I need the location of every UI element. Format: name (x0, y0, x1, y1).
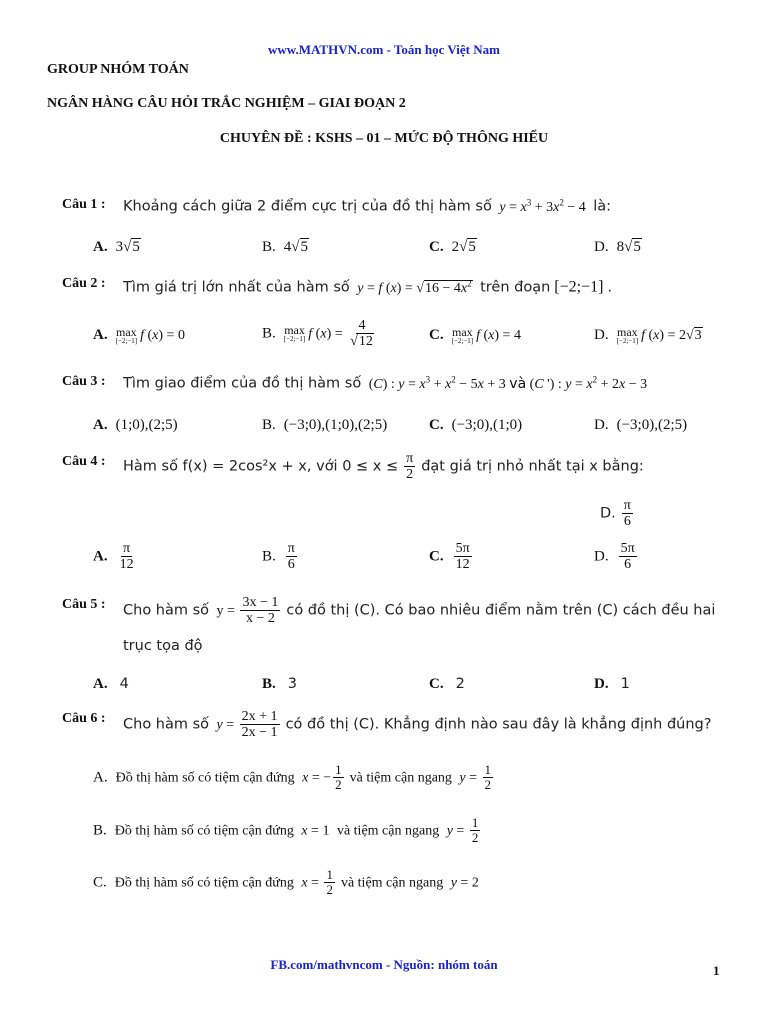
question-6-formula: y = (216, 717, 238, 733)
question-1-after: là: (593, 198, 612, 215)
option-6c[interactable]: C. Đồ thị hàm số có tiệm cận đứng x = $\frac{1}{2}$ và tiệm cận ngang y = 2 (93, 867, 479, 898)
question-5-text-after: có đồ thị (C). Có bao nhiêu điểm nằm trên (C) cách đều hai (286, 602, 716, 619)
option-2a[interactable]: A. max [−2;−1] f (x) = 0 (93, 325, 185, 345)
question-2-interval: [−2;−1] (554, 278, 604, 296)
option-letter: B. (262, 325, 276, 342)
question-6-label: Câu 6 : (62, 711, 106, 726)
option-1c[interactable]: C. 2√5 (429, 239, 476, 255)
option-3d[interactable]: D. (−3;0),(2;5) (594, 417, 688, 433)
question-2-after: . (607, 279, 613, 296)
option-5b[interactable]: B. 3 (262, 676, 297, 692)
option-letter: C. (429, 417, 444, 433)
question-1-text: Khoảng cách giữa 2 điểm cực trị của đồ thị hàm số (123, 198, 492, 215)
question-3-label: Câu 3 : (62, 374, 106, 389)
question-2-text: Tìm giá trị lớn nhất của hàm số (123, 279, 350, 296)
question-3-stem (123, 374, 647, 393)
option-letter: C. (429, 676, 444, 692)
option-5c[interactable]: C. 2 (429, 676, 465, 692)
option-letter: A. (93, 769, 108, 786)
question-6-stem (123, 709, 711, 741)
question-3-text: Tìm giao điểm của đồ thị hàm số (123, 375, 362, 392)
option-letter: B. (262, 417, 276, 433)
option-letter: A. (93, 676, 108, 692)
option-letter: D. (594, 239, 609, 255)
page-number: 1 (713, 963, 720, 978)
option-letter: B. (262, 239, 276, 255)
question-5-stem (123, 595, 715, 627)
option-4a[interactable]: A. $\frac{\pi}{12}$ (93, 541, 134, 573)
option-2c[interactable]: C. max [−2;−1] f (x) = 4 (429, 325, 521, 345)
option-letter: D. (594, 417, 609, 433)
option-3b[interactable]: B. (−3;0),(1;0),(2;5) (262, 417, 388, 433)
question-4-text-after: đạt giá trị nhỏ nhất tại x bằng: (421, 458, 644, 475)
bank-title: NGÂN HÀNG CÂU HỎI TRẮC NGHIỆM – GIAI ĐOẠN 2 (47, 96, 406, 111)
option-1d[interactable]: D. 8√5 (594, 239, 641, 255)
option-6b[interactable]: B. Đồ thị hàm số có tiệm cận đứng x = 1 và tiệm cận ngang y = $\frac{1}{2}$ (93, 815, 479, 846)
question-4-label: Câu 4 : (62, 454, 106, 469)
question-6-text-after: có đồ thị (C). Khẳng định nào sau đây là khẳng định đúng? (285, 716, 712, 733)
question-2-label: Câu 2 : (62, 276, 106, 291)
option-4d[interactable]: D. $\frac{5\pi}{6}$ (594, 541, 635, 573)
question-1-label: Câu 1 : (62, 197, 106, 212)
question-5-formula: y = (213, 603, 239, 619)
question-4-stray-option: D. $\frac{\pi}{6}$ (600, 498, 631, 530)
option-letter: A. (93, 417, 108, 433)
footer-source[interactable]: FB.com/mathvncom - Nguồn: nhóm toán (270, 957, 498, 972)
header-link[interactable]: www.MATHVN.com - Toán học Việt Nam (268, 42, 500, 57)
question-6-text-before: Cho hàm số (123, 716, 210, 733)
question-2-middle: trên đoạn (480, 279, 551, 296)
question-4-text-before: Hàm số f(x) = 2cos²x + x, với 0 ≤ x ≤ (123, 458, 399, 475)
option-4b[interactable]: B. $\frac{\pi}{6}$ (262, 541, 295, 573)
question-6-fraction: $\frac{2x + 1}{2x - 1}$ (241, 709, 278, 741)
option-letter: B. (93, 822, 107, 839)
option-letter: A. (93, 239, 108, 255)
option-1a[interactable]: A. 3√5 (93, 239, 140, 255)
option-2d[interactable]: D. max [−2;−1] f (x) = 2√3 (594, 325, 702, 345)
question-1-formula: $y = x^3 + 3x^2 - 4$ (499, 197, 590, 215)
question-3-formula: (C) : $y = x^3 + x^2 - 5x + 3$ và (C ') : $y = x^2 + 2x - 3$ (365, 374, 648, 392)
option-letter: A. (93, 327, 108, 344)
option-letter: C. (429, 548, 444, 565)
option-letter: C. (429, 327, 444, 344)
option-6a[interactable]: A. Đồ thị hàm số có tiệm cận đứng x = − $\frac{1}{2}$ và tiệm cận ngang y = $\frac{1}{2}$ (93, 762, 492, 793)
option-letter: B. (262, 548, 276, 565)
option-2b[interactable]: B. max [−2;−1] f (x) = $\frac{4}{√12}$ (262, 318, 373, 350)
group-title: GROUP NHÓM TOÁN (47, 62, 189, 77)
question-5-line2: trục tọa độ (123, 638, 203, 654)
option-letter: C. (429, 239, 444, 255)
option-1b[interactable]: B. 4√5 (262, 239, 308, 255)
topic-title: CHUYÊN ĐỀ : KSHS – 01 – MỨC ĐỘ THÔNG HIỂU (219, 131, 549, 146)
option-3c[interactable]: C. (−3;0),(1;0) (429, 417, 523, 433)
option-letter: A. (93, 548, 108, 565)
question-5-text-before: Cho hàm số (123, 602, 210, 619)
option-letter: C. (93, 874, 107, 891)
option-letter: D. (594, 327, 609, 344)
option-letter: D. (594, 548, 609, 565)
question-5-fraction: $\frac{3x - 1}{x - 2}$ (242, 595, 279, 627)
question-2-formula: y = f $(x) = √16 - 4x^2$ (357, 278, 472, 296)
option-5a[interactable]: A. 4 (93, 676, 129, 692)
question-2-stem (123, 278, 612, 297)
option-letter: D. (594, 676, 609, 692)
option-5d[interactable]: D. 1 (594, 676, 630, 692)
option-3a[interactable]: A. (1;0),(2;5) (93, 417, 178, 433)
question-4-fraction: $\frac{\pi}{2}$ (406, 451, 414, 483)
option-letter: B. (262, 676, 276, 692)
question-1-stem (123, 197, 611, 216)
question-4-stem (123, 451, 644, 483)
option-4c[interactable]: C. $\frac{5\pi}{12}$ (429, 541, 470, 573)
question-5-label: Câu 5 : (62, 597, 106, 612)
